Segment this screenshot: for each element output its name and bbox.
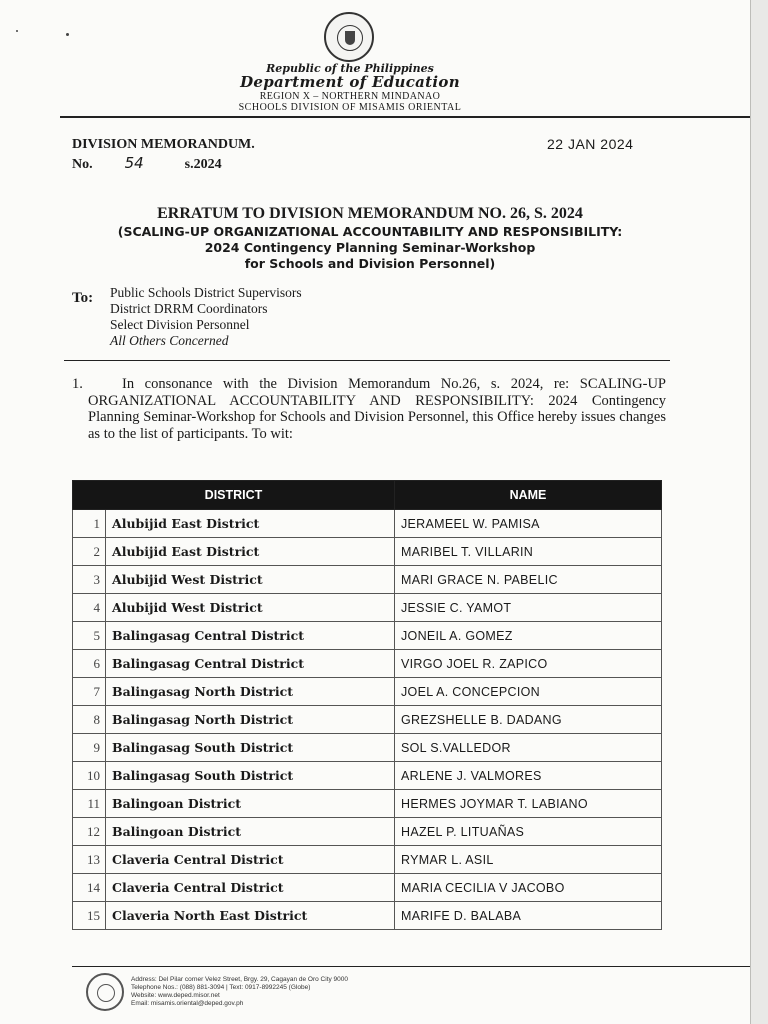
name-cell: JONEIL A. GOMEZ bbox=[395, 622, 662, 650]
district-cell: Balingoan District bbox=[106, 818, 395, 846]
memo-date: 22 JAN 2024 bbox=[547, 136, 634, 152]
table-row bbox=[73, 902, 662, 930]
table-row bbox=[73, 874, 662, 902]
memo-label: DIVISION MEMORANDUM. bbox=[72, 137, 255, 152]
district-cell: Balingasag South District bbox=[106, 762, 395, 790]
table-header-row bbox=[73, 481, 662, 510]
paragraph-text: In consonance with the Division Memorandum No.26, s. 2024, re: SCALING-UP ORGANIZATIONAL ACCOUNTABILITY AND RESPONSIBILITY: 2024 Contingency Planning Seminar-Workshop for Schools and Division Personnel, this Office hereby issues changes as to the list of participants. To wit: bbox=[88, 376, 666, 442]
name-cell: VIRGO JOEL R. ZAPICO bbox=[395, 650, 662, 678]
row-number: 8 bbox=[73, 706, 106, 734]
footer-email: Email: misamis.oriental@deped.gov.ph bbox=[131, 1000, 244, 1007]
row-number: 14 bbox=[73, 874, 106, 902]
table-row bbox=[73, 650, 662, 678]
table-row bbox=[73, 594, 662, 622]
memo-subtitle-2: 2024 Contingency Planning Seminar-Workshop bbox=[204, 240, 536, 255]
district-cell: Alubijid West District bbox=[106, 594, 395, 622]
memo-title: ERRATUM TO DIVISION MEMORANDUM NO. 26, S. 2024 bbox=[157, 205, 583, 222]
district-cell: Balingasag Central District bbox=[106, 650, 395, 678]
district-cell: Alubijid East District bbox=[106, 538, 395, 566]
district-cell: Balingoan District bbox=[106, 790, 395, 818]
recipient-item: District DRRM Coordinators bbox=[110, 301, 268, 316]
name-cell: SOL S.VALLEDOR bbox=[395, 734, 662, 762]
footer-website: Website: www.deped.misor.net bbox=[131, 992, 220, 999]
republic-line: Republic of the Philippines bbox=[266, 62, 434, 75]
name-cell: JESSIE C. YAMOT bbox=[395, 594, 662, 622]
table-row bbox=[73, 762, 662, 790]
row-number: 11 bbox=[73, 790, 106, 818]
name-cell: HERMES JOYMAR T. LABIANO bbox=[395, 790, 662, 818]
row-number: 6 bbox=[73, 650, 106, 678]
footer-address-block bbox=[131, 976, 348, 1008]
row-number: 2 bbox=[73, 538, 106, 566]
row-number: 15 bbox=[73, 902, 106, 930]
table-row bbox=[73, 622, 662, 650]
district-cell: Claveria North East District bbox=[106, 902, 395, 930]
district-cell: Balingasag Central District bbox=[106, 622, 395, 650]
district-header: DISTRICT bbox=[73, 481, 395, 510]
name-cell: MARIBEL T. VILLARIN bbox=[395, 538, 662, 566]
table-row bbox=[73, 510, 662, 538]
department-line: Department of Education bbox=[240, 73, 460, 91]
row-number: 4 bbox=[73, 594, 106, 622]
district-cell: Balingasag South District bbox=[106, 734, 395, 762]
recipient-list bbox=[110, 285, 302, 349]
district-cell: Alubijid West District bbox=[106, 566, 395, 594]
memo-subtitle-3: for Schools and Division Personnel) bbox=[244, 256, 496, 271]
name-cell: JERAMEEL W. PAMISA bbox=[395, 510, 662, 538]
deped-seal-icon bbox=[324, 12, 374, 62]
table-body bbox=[73, 510, 662, 930]
memo-no-label: No. bbox=[72, 157, 93, 172]
name-cell: GREZSHELLE B. DADANG bbox=[395, 706, 662, 734]
memo-number-handwritten: 54 bbox=[124, 154, 144, 172]
district-cell: Alubijid East District bbox=[106, 510, 395, 538]
table-row bbox=[73, 790, 662, 818]
table-row bbox=[73, 734, 662, 762]
footer-seal-icon bbox=[86, 973, 124, 1011]
page-edge bbox=[750, 0, 751, 1024]
row-number: 9 bbox=[73, 734, 106, 762]
name-cell: MARI GRACE N. PABELIC bbox=[395, 566, 662, 594]
memo-series: s.2024 bbox=[184, 157, 222, 172]
footer-divider bbox=[72, 966, 750, 967]
scan-speck bbox=[66, 33, 69, 36]
recipient-item: All Others Concerned bbox=[110, 333, 229, 348]
name-cell: HAZEL P. LITUAÑAS bbox=[395, 818, 662, 846]
table-row bbox=[73, 566, 662, 594]
table-row bbox=[73, 818, 662, 846]
name-cell: MARIA CECILIA V JACOBO bbox=[395, 874, 662, 902]
footer-address: Address: Del Pilar corner Velez Street, Brgy. 29, Cagayan de Oro City 9000 bbox=[131, 976, 349, 983]
row-number: 5 bbox=[73, 622, 106, 650]
table-row bbox=[73, 678, 662, 706]
recipient-item: Public Schools District Supervisors bbox=[110, 285, 302, 300]
row-number: 13 bbox=[73, 846, 106, 874]
recipient-item: Select Division Personnel bbox=[110, 317, 250, 332]
district-cell: Claveria Central District bbox=[106, 846, 395, 874]
scan-speck bbox=[16, 30, 18, 32]
name-cell: MARIFE D. BALABA bbox=[395, 902, 662, 930]
row-number: 1 bbox=[73, 510, 106, 538]
paragraph-number: 1. bbox=[72, 376, 83, 392]
table-row bbox=[73, 846, 662, 874]
header-divider bbox=[60, 116, 750, 118]
memo-number-line bbox=[72, 154, 222, 173]
district-cell: Claveria Central District bbox=[106, 874, 395, 902]
memo-subtitle-1: (SCALING-UP ORGANIZATIONAL ACCOUNTABILITY AND RESPONSIBILITY: bbox=[117, 224, 623, 239]
footer-telephone: Telephone Nos.: (088) 881-3094 | Text: 0917-8992245 (Globe) bbox=[131, 984, 311, 991]
row-number: 7 bbox=[73, 678, 106, 706]
table-row bbox=[73, 706, 662, 734]
participants-table bbox=[72, 480, 662, 930]
name-cell: RYMAR L. ASIL bbox=[395, 846, 662, 874]
region-line: REGION X – NORTHERN MINDANAO bbox=[259, 91, 441, 102]
district-cell: Balingasag North District bbox=[106, 706, 395, 734]
name-cell: JOEL A. CONCEPCION bbox=[395, 678, 662, 706]
table-row bbox=[73, 538, 662, 566]
district-cell: Balingasag North District bbox=[106, 678, 395, 706]
to-label: To: bbox=[72, 290, 94, 306]
name-header: NAME bbox=[395, 481, 662, 510]
row-number: 12 bbox=[73, 818, 106, 846]
recipient-divider bbox=[64, 360, 670, 361]
row-number: 10 bbox=[73, 762, 106, 790]
row-number: 3 bbox=[73, 566, 106, 594]
name-cell: ARLENE J. VALMORES bbox=[395, 762, 662, 790]
body-paragraph bbox=[72, 376, 666, 442]
division-line: SCHOOLS DIVISION OF MISAMIS ORIENTAL bbox=[238, 102, 462, 113]
